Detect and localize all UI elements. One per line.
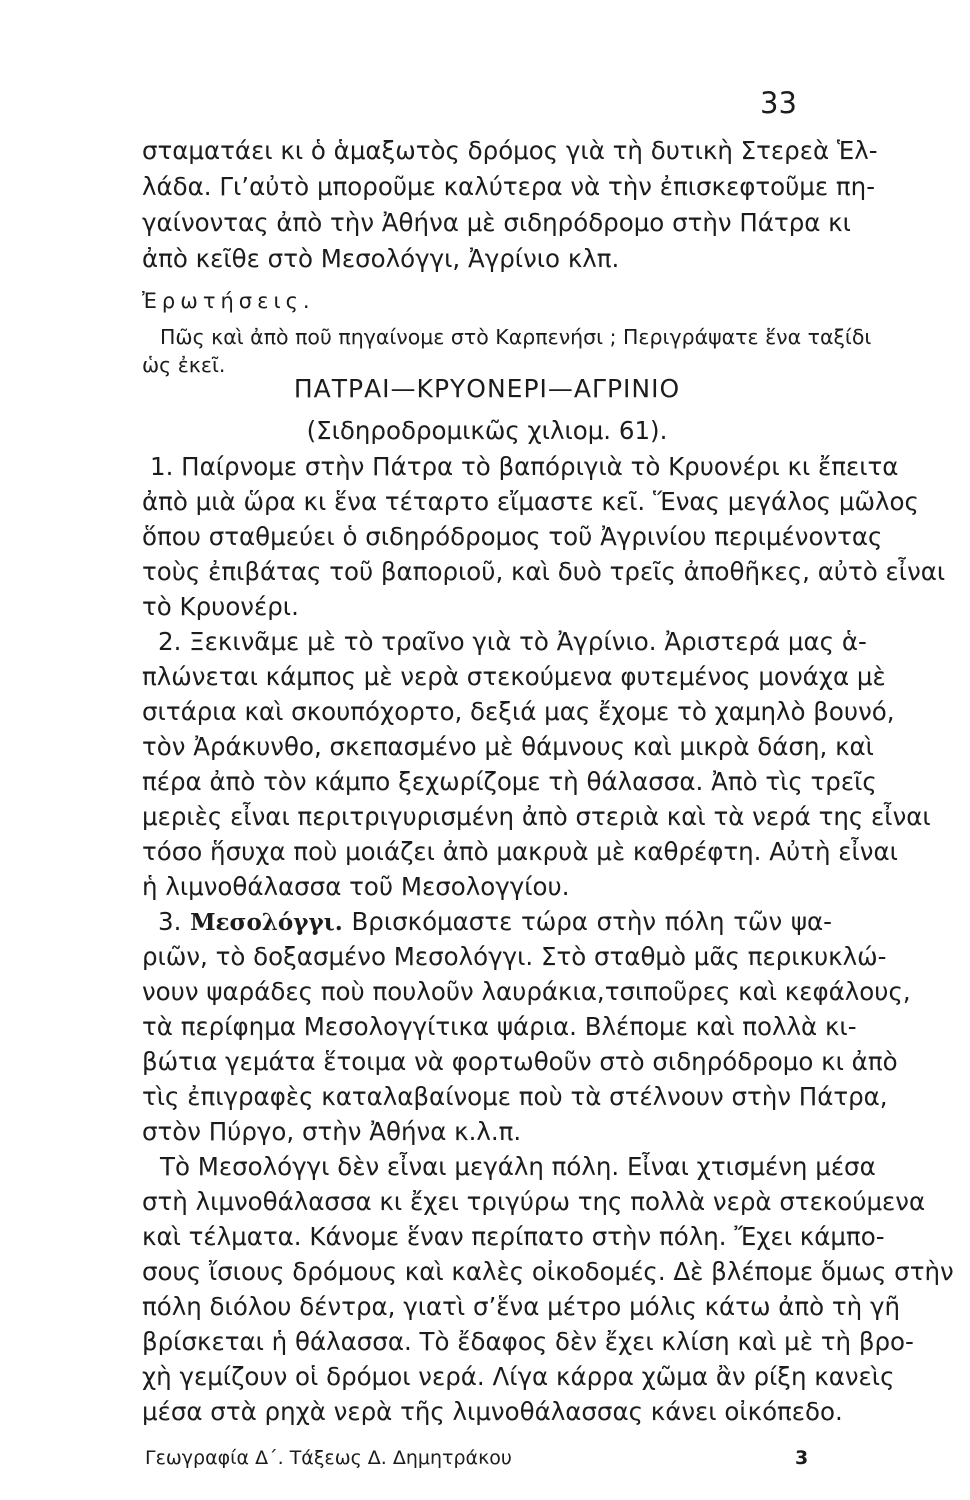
p4-line-3: καὶ τέλματα. Κάνομε ἕναν περίπατο στὴν πόλη. Ἔχει κάμπο- <box>142 1222 885 1251</box>
section-subtitle: (Σιδηροδρομικῶς χιλιομ. 61). <box>306 416 668 445</box>
footer-signature-mark: 3 <box>795 1447 809 1469</box>
p2-line-8: ἡ λιμνοθάλασσα τοῦ Μεσολογγίου. <box>142 872 570 901</box>
intro-line-4: ἀπὸ κεῖθε στὸ Μεσολόγγι, Ἀγρίνιο κλπ. <box>142 244 620 273</box>
p3-line-4: τὰ περίφημα Μεσολογγίτικα ψάρια. Βλέπομε καὶ πολλὰ κι- <box>142 1012 857 1041</box>
p4-line-8: μέσα στὰ ρηχὰ νερὰ τῆς λιμνοθάλασσας κάνει οἰκόπεδο. <box>142 1397 843 1426</box>
p2-line-4: τὸν Ἀράκυνθο, σκεπασμένο μὲ θάμνους καὶ μικρὰ δάση, καὶ <box>142 732 874 761</box>
footer-book-title: Γεωγραφία Δ΄. Τάξεως Δ. Δημητράκου <box>145 1447 512 1469</box>
p2-line-6: μεριὲς εἶναι περιτριγυρισμένη ἀπὸ στεριὰ καὶ τὰ νερά της εἶναι <box>142 802 931 831</box>
question-line-1: Πῶς καὶ ἀπὸ ποῦ πηγαίνομε στὸ Καρπενήσι ; Περιγράψατε ἕνα ταξίδι <box>160 325 872 349</box>
intro-line-1: σταματάει κι ὁ ἁμαξωτὸς δρόμος γιὰ τὴ δυτικὴ Στερεὰ Ἑλ- <box>142 136 878 165</box>
intro-line-2: λάδα. Γι’αὐτὸ μποροῦμε καλύτερα νὰ τὴν ἐπισκεφτοῦμε πη- <box>142 172 876 201</box>
p3-line-2: ριῶν, τὸ δοξασμένο Μεσολόγγι. Στὸ σταθμὸ μᾶς περικυκλώ- <box>142 942 887 971</box>
page-number: 33 <box>760 86 797 120</box>
p3-line-6: τὶς ἐπιγραφὲς καταλαβαίνομε ποὺ τὰ στέλνουν στὴν Πάτρα, <box>142 1082 888 1111</box>
p3-line-1 <box>158 907 832 938</box>
p3-line-7: στὸν Πύργο, στὴν Ἀθήνα κ.λ.π. <box>142 1117 522 1146</box>
p2-line-1: 2. Ξεκινᾶμε μὲ τὸ τραῖνο γιὰ τὸ Ἀγρίνιο. Ἀριστερά μας ἁ- <box>158 627 867 656</box>
p3-first-rest: Βρισκόμαστε τώρα στὴν πόλη τῶν ψα- <box>351 907 832 936</box>
p2-line-2: πλώνεται κάμπος μὲ νερὰ στεκούμενα φυτεμένος μονάχα μὲ <box>142 662 886 691</box>
p1-line-3: ὅπου σταθμεύει ὁ σιδηρόδρομος τοῦ Ἀγρινίου περιμένοντας <box>142 522 883 551</box>
intro-line-3: γαίνοντας ἀπὸ τὴν Ἀθήνα μὲ σιδηρόδρομο στὴν Πάτρα κι <box>142 208 851 237</box>
p4-line-6: βρίσκεται ἡ θάλασσα. Τὸ ἔδαφος δὲν ἔχει κλίση καὶ μὲ τὴ βρο- <box>142 1327 914 1356</box>
p1-line-2: ἀπὸ μιὰ ὥρα κι ἕνα τέταρτο εἴμαστε κεῖ. Ἕνας μεγάλος μῶλος <box>142 487 919 516</box>
p4-line-1: Τὸ Μεσολόγγι δὲν εἶναι μεγάλη πόλη. Εἶναι χτισμένη μέσα <box>160 1152 876 1181</box>
section-title: ΠΑΤΡΑΙ—ΚΡΥΟΝΕΡΙ—ΑΓΡΙΝΙΟ <box>293 374 681 403</box>
p3-number: 3. <box>158 907 182 936</box>
p3-term: Μεσολόγγι. <box>190 909 343 936</box>
p2-line-7: τόσο ἥσυχα ποὺ μοιάζει ἀπὸ μακρυὰ μὲ καθρέφτη. Αὐτὴ εἶναι <box>142 837 898 866</box>
p1-line-1: 1. Παίρνομε στὴν Πάτρα τὸ βαπόριγιὰ τὸ Κρυονέρι κι ἔπειτα <box>150 452 899 481</box>
p1-line-4: τοὺς ἐπιβάτας τοῦ βαποριοῦ, καὶ δυὸ τρεῖς ἀποθῆκες, αὐτὸ εἶναι <box>142 557 946 586</box>
questions-label: Ἐρωτήσεις. <box>142 289 315 313</box>
p2-line-5: πέρα ἀπὸ τὸν κάμπο ξεχωρίζομε τὴ θάλασσα. Ἀπὸ τὶς τρεῖς <box>142 767 877 796</box>
p4-line-7: χὴ γεμίζουν οἱ δρόμοι νερά. Λίγα κάρρα χῶμα ἂν ρίξη κανεὶς <box>142 1362 895 1391</box>
p4-line-5: πόλη διόλου δέντρα, γιατὶ σ’ἕνα μέτρο μόλις κάτω ἀπὸ τὴ γῆ <box>142 1292 901 1321</box>
p4-line-4: σους ἴσιους δρόμους καὶ καλὲς οἰκοδομές. Δὲ βλέπομε ὅμως στὴν <box>142 1257 954 1286</box>
p1-line-5: τὸ Κρυονέρι. <box>142 592 299 621</box>
p3-line-5: βώτια γεμάτα ἕτοιμα νὰ φορτωθοῦν στὸ σιδηρόδρομο κι ἀπὸ <box>142 1047 898 1076</box>
p2-line-3: σιτάρια καὶ σκουπόχορτο, δεξιά μας ἔχομε τὸ χαμηλὸ βουνό, <box>142 697 895 726</box>
question-line-2: ὡς ἐκεῖ. <box>142 353 226 377</box>
p4-line-2: στὴ λιμνοθάλασσα κι ἔχει τριγύρω της πολλὰ νερὰ στεκούμενα <box>142 1187 926 1216</box>
p3-line-3: νουν ψαράδες ποὺ πουλοῦν λαυράκια,τσιποῦρες καὶ κεφάλους, <box>142 977 911 1006</box>
